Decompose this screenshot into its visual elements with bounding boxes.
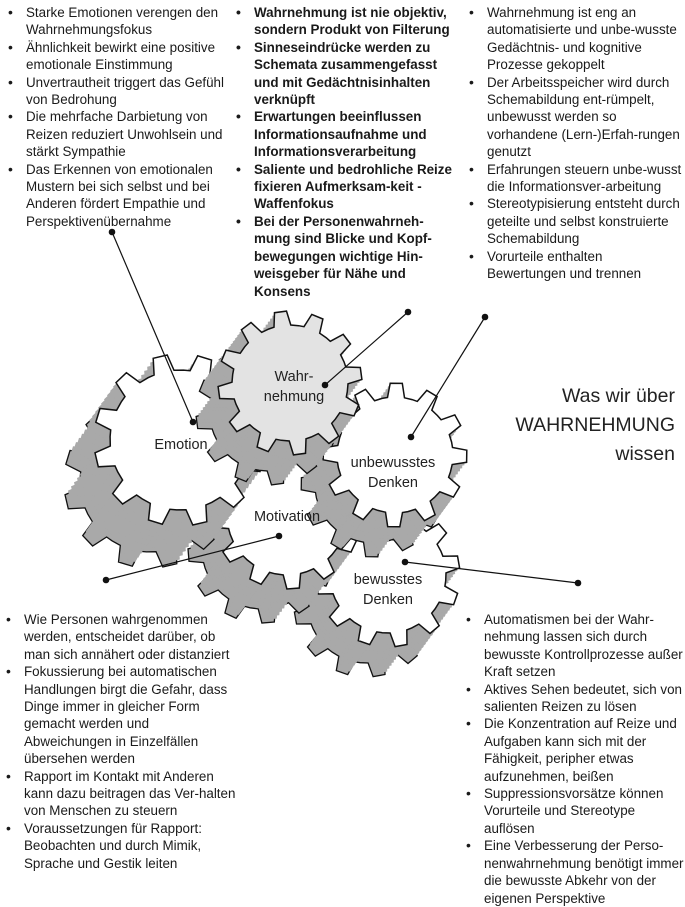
connector-dot <box>322 382 329 389</box>
list-item: • Rapport im Kontakt mit Anderen kann dazu beitragen das Ver-halten von Menschen zu steuern <box>2 768 237 820</box>
connector-dot <box>402 559 409 566</box>
connector-dot <box>276 533 283 540</box>
gear-label-unbewusst-2: Denken <box>368 475 418 491</box>
list-item: • Ähnlichkeit bewirkt eine positive emotionale Einstimmung <box>4 39 229 74</box>
list-item: • Suppressionsvorsätze können Vorurteile und Stereotype auflösen <box>462 785 684 837</box>
list-item: • Wie Personen wahrgenommen werden, entscheidet darüber, ob man sich annähert oder distanziert <box>2 611 237 663</box>
connector-dot <box>190 419 197 426</box>
title-line-1: Was wir über <box>561 385 675 407</box>
list-item: • Wahrnehmung ist nie objektiv, sondern Produkt von Filterung <box>232 4 454 39</box>
gear-label-wahrnehmung-1: Wahr- <box>274 369 314 385</box>
gear-label-bewusst-2: Denken <box>363 592 413 608</box>
gear-label-motivation: Motivation <box>253 509 321 525</box>
connector-dot <box>408 434 415 441</box>
list-item: • Wahrnehmung ist eng an automatisierte und unbe-wusste Gedächtnis- und kognitive Prozesse gekoppelt <box>465 4 683 74</box>
list-item: • Automatismen bei der Wahr-nehmung lassen sich durch bewusste Kontrollprozesse außer Kraft setzen <box>462 611 684 681</box>
connector-dot <box>575 580 582 587</box>
list-item: • Saliente und bedrohliche Reize fixieren Aufmerksam-keit - Waffenfokus <box>232 161 454 213</box>
list-item: • Eine Verbesserung der Perso-nenwahrnehmung benötigt immer die bewusste Abkehr von der eigenen Perspektive <box>462 837 684 907</box>
list-item: • Die mehrfache Darbietung von Reizen reduziert Unwohlsein und stärkt Sympathie <box>4 108 229 160</box>
list-item: • Erwartungen beeinflussen Informationsaufnahme und Informationsverarbeitung <box>232 108 454 160</box>
connector-dot <box>109 229 116 236</box>
gear-label-bewusst-1: bewusstes <box>353 572 423 588</box>
list-item: • Unvertrautheit triggert das Gefühl von Bedrohung <box>4 74 229 109</box>
list-item: • Erfahrungen steuern unbe-wusst die Informationsver-arbeitung <box>465 161 683 196</box>
gear-label-unbewusst-1: unbewusstes <box>350 455 436 471</box>
connector-dot <box>405 309 412 316</box>
list-item: • Fokussierung bei automatischen Handlungen birgt die Gefahr, dass Dinge immer in gleicher Form gemacht werden und Abweichungen in Einzelfällen übersehen werden <box>2 663 237 767</box>
list-item: • Stereotypisierung entsteht durch geteilte und selbst konstruierte Schemabildung <box>465 195 683 247</box>
list-item: • Aktives Sehen bedeutet, sich von salienten Reizen zu lösen <box>462 681 684 716</box>
title-line-2: WAHRNEHMUNG <box>515 414 675 436</box>
list-item: • Die Konzentration auf Reize und Aufgaben kann sich mit der Fähigkeit, peripher etwas aufzunehmen, beißen <box>462 715 684 785</box>
list-item: • Starke Emotionen verengen den Wahrnehmungsfokus <box>4 4 229 39</box>
gear-label-wahrnehmung-2: nehmung <box>263 389 325 405</box>
list-item: • Voraussetzungen für Rapport: Beobachten und durch Mimik, Sprache und Gestik leiten <box>2 820 237 872</box>
list-item: • Das Erkennen von emotionalen Mustern bei sich selbst und bei Anderen fördert Empathie und Perspektivenübernahme <box>4 161 229 231</box>
connector-dot <box>103 577 110 584</box>
list-item: • Bei der Personenwahrneh-mung sind Blicke und Kopf-bewegungen wichtige Hin-weisgeber für Nähe und Konsens <box>232 213 454 300</box>
gear-label-emotion: Emotion <box>154 437 208 453</box>
connector-dot <box>482 314 489 321</box>
title-line-3: wissen <box>615 443 675 465</box>
list-item: • Vorurteile enthalten Bewertungen und trennen <box>465 248 683 283</box>
list-item: • Sinneseindrücke werden zu Schemata zusammengefasst und mit Gedächtnisinhalten verknüpft <box>232 39 454 109</box>
list-item: • Der Arbeitsspeicher wird durch Schemabildung ent-rümpelt, unbewusst werden so vorhandene (Lern-)Erfah-rungen genutzt <box>465 74 683 161</box>
